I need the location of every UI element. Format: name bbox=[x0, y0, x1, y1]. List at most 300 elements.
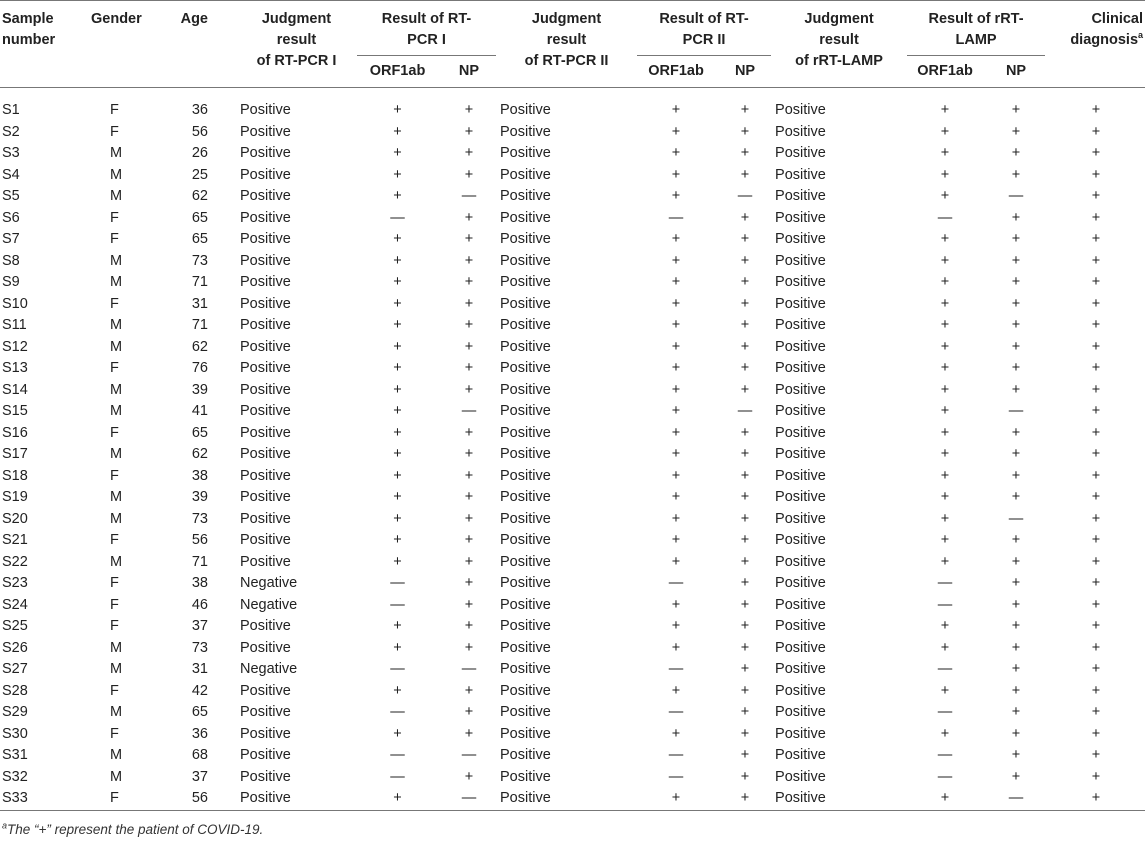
cell-pcr2-np: + bbox=[740, 295, 750, 312]
cell-age: 36 bbox=[191, 725, 208, 742]
cell-pcr1-np: — bbox=[461, 403, 477, 419]
cell-judgment-pcr1: Positive bbox=[240, 317, 291, 333]
cell-judgment-pcr2: Positive bbox=[500, 102, 551, 118]
cell-clinical-diagnosis: + bbox=[1091, 295, 1101, 312]
cell-judgment-pcr1: Positive bbox=[240, 102, 291, 118]
cell-judgment-pcr2: Positive bbox=[500, 725, 551, 742]
cell-lamp-np: + bbox=[1011, 102, 1021, 118]
cell-pcr1-orf1ab: + bbox=[393, 102, 402, 118]
cell-judgment-pcr1: Positive bbox=[240, 360, 291, 376]
cell-clinical-diagnosis: + bbox=[1091, 553, 1101, 570]
cell-clinical-diagnosis: + bbox=[1091, 682, 1101, 699]
cell-age: 65 bbox=[191, 424, 208, 441]
cell-pcr2-orf1ab: + bbox=[671, 381, 681, 398]
cell-pcr1-orf1ab: + bbox=[393, 274, 402, 290]
cell-pcr1-orf1ab: + bbox=[393, 123, 402, 140]
cell-judgment-pcr2: Positive bbox=[500, 252, 551, 269]
cell-pcr2-np: + bbox=[740, 704, 750, 720]
cell-clinical-diagnosis: + bbox=[1091, 338, 1101, 355]
cell-pcr1-np: + bbox=[464, 102, 474, 118]
cell-judgment-lamp: Positive bbox=[775, 553, 826, 570]
cell-pcr2-orf1ab: + bbox=[671, 682, 681, 699]
cell-age: 39 bbox=[191, 489, 208, 505]
cell-lamp-orf1ab: + bbox=[940, 274, 950, 290]
cell-pcr1-orf1ab: + bbox=[393, 446, 402, 462]
cell-judgment-pcr1: Positive bbox=[240, 446, 291, 462]
cell-pcr1-np: + bbox=[464, 553, 474, 570]
cell-judgment-pcr1: Positive bbox=[240, 532, 291, 548]
cell-pcr1-orf1ab: + bbox=[393, 725, 402, 742]
cell-sample-id: S23 bbox=[2, 575, 28, 591]
cell-pcr1-orf1ab: + bbox=[393, 166, 402, 183]
footnote-sup: a bbox=[2, 820, 8, 831]
cell-pcr1-np: — bbox=[461, 188, 477, 204]
cell-pcr1-orf1ab: + bbox=[393, 338, 402, 355]
header-judgment-pcr1: Judgment result of RT-PCR I bbox=[238, 1, 355, 88]
cell-clinical-diagnosis: + bbox=[1091, 424, 1101, 441]
cell-clinical-diagnosis: + bbox=[1091, 575, 1101, 591]
cell-lamp-np: — bbox=[985, 788, 1047, 810]
cell-pcr1-orf1ab: + bbox=[393, 145, 402, 161]
cell-pcr1-np: + bbox=[464, 596, 474, 613]
cell-lamp-np: + bbox=[1011, 123, 1021, 140]
cell-pcr1-orf1ab: + bbox=[393, 317, 402, 333]
cell-gender: M bbox=[110, 639, 123, 656]
cell-lamp-orf1ab: + bbox=[940, 639, 950, 656]
cell-pcr1-np: + bbox=[464, 639, 474, 656]
cell-gender: F bbox=[110, 682, 119, 699]
cell-pcr1-orf1ab: — bbox=[390, 747, 405, 763]
cell-clinical-diagnosis: + bbox=[1091, 489, 1101, 505]
cell-sample-id: S19 bbox=[2, 489, 28, 505]
cell-lamp-orf1ab: — bbox=[937, 768, 953, 785]
cell-lamp-orf1ab: + bbox=[940, 145, 950, 161]
cell-sample-id: S4 bbox=[2, 166, 20, 183]
cell-pcr1-orf1ab: + bbox=[355, 788, 440, 810]
cell-judgment-pcr1: Positive bbox=[240, 295, 291, 312]
cell-gender: M bbox=[110, 166, 123, 183]
cell-lamp-orf1ab: + bbox=[940, 360, 950, 376]
cell-lamp-np: + bbox=[1011, 338, 1021, 355]
cell-judgment-lamp: Positive bbox=[775, 704, 826, 720]
cell-sample-id: S17 bbox=[2, 446, 28, 462]
cell-lamp-np: + bbox=[1011, 424, 1021, 441]
cell-clinical-diagnosis: + bbox=[1091, 747, 1101, 763]
cell-pcr1-np: + bbox=[464, 467, 474, 484]
cell-sample-id: S20 bbox=[2, 510, 28, 527]
cell-lamp-orf1ab: + bbox=[940, 424, 950, 441]
cell-lamp-np: + bbox=[1011, 553, 1021, 570]
cell-pcr2-orf1ab: + bbox=[671, 639, 681, 656]
cell-gender: M bbox=[110, 338, 123, 355]
table-row bbox=[0, 251, 1145, 273]
cell-pcr1-np: + bbox=[464, 123, 474, 140]
cell-pcr2-np: + bbox=[717, 788, 773, 810]
cell-judgment-pcr1: Positive bbox=[240, 123, 291, 140]
cell-judgment-pcr1: Positive bbox=[240, 231, 291, 247]
cell-gender: F bbox=[110, 424, 119, 441]
cell-judgment-pcr1: Negative bbox=[240, 596, 298, 613]
cell-pcr2-orf1ab: + bbox=[671, 553, 681, 570]
cell-judgment-lamp: Positive bbox=[773, 788, 905, 810]
cell-age: 38 bbox=[191, 467, 208, 484]
cell-lamp-orf1ab: — bbox=[937, 596, 953, 613]
table-row bbox=[0, 380, 1145, 402]
header-pcr1-np: NP bbox=[440, 56, 498, 88]
cell-pcr2-np: + bbox=[740, 747, 750, 763]
cell-gender: M bbox=[110, 489, 123, 505]
footnote-marker: a bbox=[1138, 30, 1144, 41]
cell-age: 65 bbox=[191, 231, 208, 247]
cell-judgment-pcr2: Positive bbox=[500, 467, 551, 484]
table-row bbox=[0, 229, 1145, 251]
cell-clinical-diagnosis: + bbox=[1091, 704, 1101, 720]
cell-pcr2-orf1ab: + bbox=[671, 467, 681, 484]
cell-judgment-pcr2: Positive bbox=[500, 360, 551, 376]
cell-gender: F bbox=[110, 360, 119, 376]
cell-lamp-orf1ab: + bbox=[940, 231, 950, 247]
cell-judgment-pcr1: Positive bbox=[240, 704, 291, 720]
cell-sample-id: S12 bbox=[2, 338, 28, 355]
cell-sample-id: S30 bbox=[2, 725, 28, 742]
cell-clinical-diagnosis: + bbox=[1091, 768, 1101, 785]
cell-lamp-orf1ab: + bbox=[940, 725, 950, 742]
table-row bbox=[0, 122, 1145, 144]
cell-judgment-lamp: Positive bbox=[775, 295, 826, 312]
cell-judgment-lamp: Positive bbox=[775, 166, 826, 183]
cell-pcr1-np: + bbox=[464, 575, 474, 591]
cell-judgment-lamp: Positive bbox=[775, 747, 826, 763]
cell-sample-id: S28 bbox=[2, 682, 28, 699]
cell-lamp-orf1ab: + bbox=[940, 317, 950, 333]
cell-pcr2-np: + bbox=[740, 145, 750, 161]
cell-judgment-pcr2: Positive bbox=[500, 123, 551, 140]
cell-gender: M bbox=[110, 403, 123, 419]
cell-pcr1-np: + bbox=[464, 704, 474, 720]
cell-clinical-diagnosis: + bbox=[1091, 209, 1101, 226]
cell-pcr2-np: + bbox=[740, 446, 750, 462]
cell-judgment-pcr1: Positive bbox=[240, 338, 291, 355]
cell-judgment-pcr1: Positive bbox=[240, 145, 291, 161]
cell-sample-id: S6 bbox=[2, 209, 20, 226]
table-row bbox=[0, 573, 1145, 595]
cell-lamp-np: + bbox=[1011, 166, 1021, 183]
cell-age: 73 bbox=[191, 252, 208, 269]
cell-judgment-lamp: Positive bbox=[775, 575, 826, 591]
cell-judgment-lamp: Positive bbox=[775, 639, 826, 656]
cell-pcr2-np: + bbox=[740, 618, 750, 634]
cell-gender: M bbox=[110, 661, 123, 677]
cell-judgment-lamp: Positive bbox=[775, 209, 826, 226]
cell-age: 39 bbox=[191, 381, 208, 398]
cell-lamp-orf1ab: — bbox=[937, 575, 953, 591]
cell-pcr1-orf1ab: + bbox=[393, 532, 402, 548]
cell-judgment-lamp: Positive bbox=[775, 532, 826, 548]
cell-clinical-diagnosis: + bbox=[1091, 639, 1101, 656]
cell-lamp-orf1ab: — bbox=[937, 704, 953, 720]
cell-pcr1-orf1ab: + bbox=[393, 295, 402, 312]
cell-judgment-pcr1: Positive bbox=[240, 403, 291, 419]
cell-gender: M bbox=[110, 747, 123, 763]
cell-lamp-np: — bbox=[1008, 510, 1024, 527]
cell-pcr1-orf1ab: — bbox=[390, 575, 405, 591]
cell-gender: M bbox=[110, 317, 123, 333]
cell-judgment-pcr2: Positive bbox=[500, 381, 551, 398]
cell-judgment-lamp: Positive bbox=[775, 489, 826, 505]
header-age: Age bbox=[160, 1, 238, 88]
cell-gender: M bbox=[110, 553, 123, 570]
cell-judgment-lamp: Positive bbox=[775, 360, 826, 376]
cell-judgment-lamp: Positive bbox=[775, 768, 826, 785]
cell-pcr2-np: + bbox=[740, 510, 750, 527]
cell-judgment-lamp: Positive bbox=[775, 596, 826, 613]
cell-judgment-pcr2: Positive bbox=[500, 639, 551, 656]
cell-pcr2-np: + bbox=[740, 682, 750, 699]
cell-judgment-pcr1: Negative bbox=[240, 661, 298, 677]
table-row bbox=[0, 444, 1145, 466]
cell-judgment-pcr1: Positive bbox=[240, 639, 291, 656]
cell-pcr2-orf1ab: + bbox=[671, 188, 681, 204]
cell-clinical-diagnosis: + bbox=[1091, 381, 1101, 398]
cell-judgment-pcr1: Positive bbox=[240, 618, 291, 634]
cell-pcr2-np: + bbox=[740, 489, 750, 505]
cell-judgment-pcr1: Positive bbox=[240, 489, 291, 505]
cell-clinical-diagnosis: + bbox=[1091, 123, 1101, 140]
cell-lamp-np: + bbox=[1011, 381, 1021, 398]
cell-pcr2-np: + bbox=[740, 467, 750, 484]
cell-lamp-np: + bbox=[1011, 768, 1021, 785]
cell-judgment-pcr2: Positive bbox=[498, 788, 635, 810]
cell-judgment-lamp: Positive bbox=[775, 381, 826, 398]
cell-age: 62 bbox=[191, 446, 208, 462]
cell-sample-id: S3 bbox=[2, 145, 20, 161]
cell-lamp-orf1ab: + bbox=[940, 381, 950, 398]
cell-pcr1-np: + bbox=[464, 768, 474, 785]
cell-pcr2-np: + bbox=[740, 381, 750, 398]
cell-pcr2-orf1ab: + bbox=[671, 295, 681, 312]
cell-pcr2-orf1ab: + bbox=[671, 360, 681, 376]
cell-judgment-pcr2: Positive bbox=[500, 747, 551, 763]
cell-lamp-np: + bbox=[1011, 252, 1021, 269]
cell-judgment-pcr1: Positive bbox=[240, 424, 291, 441]
cell-age: 73 bbox=[191, 639, 208, 656]
table-row bbox=[0, 552, 1145, 574]
cell-lamp-np: + bbox=[1011, 639, 1021, 656]
cell-pcr2-orf1ab: + bbox=[671, 231, 681, 247]
cell-age: 56 bbox=[160, 788, 238, 810]
cell-sample-id: S33 bbox=[0, 788, 88, 810]
cell-lamp-np: + bbox=[1011, 725, 1021, 742]
cell-age: 42 bbox=[191, 682, 208, 699]
cell-sample-id: S15 bbox=[2, 403, 28, 419]
cell-clinical-diagnosis: + bbox=[1091, 166, 1101, 183]
cell-pcr1-orf1ab: — bbox=[390, 704, 405, 720]
cell-pcr1-orf1ab: + bbox=[393, 510, 402, 527]
cell-judgment-pcr2: Positive bbox=[500, 618, 551, 634]
table-row bbox=[0, 423, 1145, 445]
cell-gender: F bbox=[88, 788, 160, 810]
cell-judgment-pcr1: Positive bbox=[240, 467, 291, 484]
cell-sample-id: S22 bbox=[2, 553, 28, 570]
cell-judgment-pcr2: Positive bbox=[500, 532, 551, 548]
cell-judgment-lamp: Positive bbox=[775, 188, 826, 204]
cell-clinical-diagnosis: + bbox=[1091, 403, 1101, 419]
cell-pcr2-np: + bbox=[740, 596, 750, 613]
cell-pcr2-np: + bbox=[740, 102, 750, 118]
cell-clinical-diagnosis: + bbox=[1091, 274, 1101, 290]
cell-pcr2-orf1ab: + bbox=[671, 123, 681, 140]
cell-clinical-diagnosis: + bbox=[1091, 725, 1101, 742]
cell-judgment-lamp: Positive bbox=[775, 725, 826, 742]
cell-judgment-pcr2: Positive bbox=[500, 166, 551, 183]
cell-pcr2-np: + bbox=[740, 639, 750, 656]
cell-sample-id: S14 bbox=[2, 381, 28, 398]
cell-pcr2-np: + bbox=[740, 575, 750, 591]
cell-pcr1-orf1ab: + bbox=[393, 424, 402, 441]
cell-pcr2-orf1ab: + bbox=[671, 252, 681, 269]
cell-pcr2-np: + bbox=[740, 338, 750, 355]
cell-age: 71 bbox=[191, 274, 208, 290]
cell-pcr1-np: — bbox=[461, 747, 477, 763]
cell-judgment-pcr2: Positive bbox=[500, 274, 551, 290]
cell-pcr1-orf1ab: — bbox=[390, 209, 405, 226]
cell-lamp-orf1ab: + bbox=[940, 295, 950, 312]
cell-lamp-orf1ab: + bbox=[940, 338, 950, 355]
cell-gender: M bbox=[110, 252, 123, 269]
cell-sample-id: S2 bbox=[2, 123, 20, 140]
cell-pcr2-np: + bbox=[740, 252, 750, 269]
cell-judgment-pcr2: Positive bbox=[500, 596, 551, 613]
cell-clinical-diagnosis: + bbox=[1091, 231, 1101, 247]
cell-lamp-np: + bbox=[1011, 489, 1021, 505]
cell-judgment-lamp: Positive bbox=[775, 274, 826, 290]
cell-pcr1-orf1ab: + bbox=[393, 403, 402, 419]
cell-pcr2-np: + bbox=[740, 231, 750, 247]
cell-pcr2-orf1ab: + bbox=[671, 338, 681, 355]
cell-clinical-diagnosis: + bbox=[1091, 618, 1101, 634]
cell-lamp-orf1ab: — bbox=[937, 209, 953, 226]
cell-judgment-pcr2: Positive bbox=[500, 553, 551, 570]
cell-pcr2-orf1ab: + bbox=[671, 274, 681, 290]
cell-gender: F bbox=[110, 618, 119, 634]
cell-pcr1-orf1ab: + bbox=[393, 639, 402, 656]
cell-sample-id: S27 bbox=[2, 661, 28, 677]
cell-lamp-np: + bbox=[1011, 661, 1021, 677]
cell-lamp-orf1ab: + bbox=[940, 123, 950, 140]
table-row bbox=[0, 702, 1145, 724]
cell-judgment-pcr1: Positive bbox=[240, 747, 291, 763]
cell-pcr1-np: + bbox=[464, 338, 474, 355]
cell-pcr2-orf1ab: + bbox=[671, 532, 681, 548]
cell-gender: F bbox=[110, 575, 119, 591]
cell-lamp-orf1ab: + bbox=[940, 489, 950, 505]
table-body bbox=[0, 88, 1145, 811]
header-judgment-pcr2: Judgment result of RT-PCR II bbox=[498, 1, 635, 88]
cell-judgment-lamp: Positive bbox=[775, 231, 826, 247]
table-row bbox=[0, 616, 1145, 638]
cell-lamp-orf1ab: + bbox=[940, 166, 950, 183]
cell-pcr1-orf1ab: + bbox=[393, 682, 402, 699]
cell-clinical-diagnosis: + bbox=[1091, 145, 1101, 161]
cell-pcr2-orf1ab: + bbox=[671, 725, 681, 742]
cell-pcr1-orf1ab: + bbox=[393, 231, 402, 247]
cell-judgment-lamp: Positive bbox=[775, 123, 826, 140]
cell-lamp-orf1ab: + bbox=[940, 446, 950, 462]
cell-pcr2-np: — bbox=[737, 188, 753, 204]
cell-judgment-lamp: Positive bbox=[775, 661, 826, 677]
table-row bbox=[0, 358, 1145, 380]
cell-clinical-diagnosis: + bbox=[1091, 596, 1101, 613]
cell-pcr2-np: + bbox=[740, 553, 750, 570]
cell-pcr2-orf1ab: + bbox=[671, 510, 681, 527]
header-result-pcr1: Result of RT- PCR I bbox=[355, 1, 498, 57]
cell-pcr1-np: + bbox=[464, 381, 474, 398]
cell-judgment-lamp: Positive bbox=[775, 102, 826, 118]
cell-clinical-diagnosis: + bbox=[1091, 360, 1101, 376]
cell-lamp-orf1ab: + bbox=[940, 102, 950, 118]
cell-lamp-np: + bbox=[1011, 145, 1021, 161]
cell-judgment-lamp: Positive bbox=[775, 618, 826, 634]
cell-judgment-pcr2: Positive bbox=[500, 145, 551, 161]
cell-clinical-diagnosis: + bbox=[1091, 467, 1101, 484]
cell-judgment-pcr2: Positive bbox=[500, 768, 551, 785]
cell-age: 62 bbox=[191, 188, 208, 204]
header-pcr1-orf1ab: ORF1ab bbox=[355, 56, 440, 88]
cell-sample-id: S31 bbox=[2, 747, 28, 763]
cell-judgment-pcr2: Positive bbox=[500, 489, 551, 505]
cell-age: 36 bbox=[191, 102, 208, 118]
cell-age: 25 bbox=[191, 166, 208, 183]
cell-pcr2-np: + bbox=[740, 274, 750, 290]
cell-judgment-pcr2: Positive bbox=[500, 682, 551, 699]
cell-gender: M bbox=[110, 381, 123, 398]
cell-judgment-pcr1: Positive bbox=[240, 682, 291, 699]
cell-gender: M bbox=[110, 145, 123, 161]
cell-age: 41 bbox=[191, 403, 208, 419]
table-row bbox=[0, 745, 1145, 767]
cell-pcr2-orf1ab: + bbox=[635, 788, 717, 810]
cell-clinical-diagnosis: + bbox=[1047, 788, 1145, 810]
cell-gender: M bbox=[110, 768, 123, 785]
cell-pcr2-orf1ab: + bbox=[671, 317, 681, 333]
cell-lamp-np: + bbox=[1011, 231, 1021, 247]
cell-judgment-lamp: Positive bbox=[775, 467, 826, 484]
cell-judgment-pcr2: Positive bbox=[500, 446, 551, 462]
table-header bbox=[0, 1, 1145, 88]
cell-pcr2-orf1ab: + bbox=[671, 166, 681, 183]
cell-judgment-lamp: Positive bbox=[775, 403, 826, 419]
cell-pcr1-orf1ab: + bbox=[393, 489, 402, 505]
cell-pcr2-np: + bbox=[740, 166, 750, 183]
cell-pcr1-np: + bbox=[464, 360, 474, 376]
cell-judgment-pcr2: Positive bbox=[500, 209, 551, 226]
cell-pcr1-np: + bbox=[464, 252, 474, 269]
cell-judgment-pcr2: Positive bbox=[500, 295, 551, 312]
cell-lamp-orf1ab: — bbox=[937, 747, 953, 763]
cell-judgment-lamp: Positive bbox=[775, 446, 826, 462]
table-row bbox=[0, 315, 1145, 337]
cell-lamp-orf1ab: — bbox=[937, 661, 953, 677]
cell-judgment-lamp: Positive bbox=[775, 317, 826, 333]
table-row bbox=[0, 487, 1145, 509]
cell-clinical-diagnosis: + bbox=[1091, 317, 1101, 333]
cell-judgment-pcr2: Positive bbox=[500, 231, 551, 247]
cell-age: 46 bbox=[191, 596, 208, 613]
header-pcr2-orf1ab: ORF1ab bbox=[635, 56, 717, 88]
cell-pcr2-orf1ab: — bbox=[668, 768, 684, 785]
cell-pcr1-np: + bbox=[464, 274, 474, 290]
header-judgment-lamp: Judgment result of rRT-LAMP bbox=[773, 1, 905, 88]
